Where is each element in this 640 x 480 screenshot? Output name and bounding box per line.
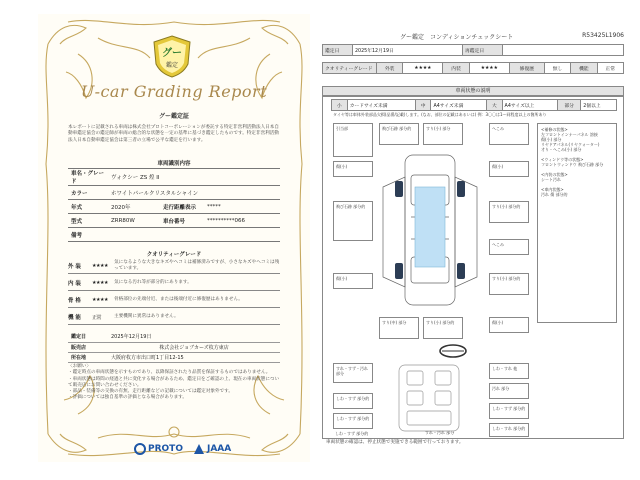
vehicle-value: ヴォクシー ZS 煌 II	[108, 169, 280, 186]
interior-callout	[489, 403, 529, 419]
issue-value: 2025年12月19日	[108, 332, 280, 342]
quality-col-value: ★★★★	[403, 63, 443, 74]
vehicle-label: 車名・グレード	[68, 169, 108, 186]
certificate-subtitle: グー鑑定証	[158, 113, 189, 120]
quality-col-value: 正常	[597, 63, 623, 74]
date-value: 2025年12月19日	[353, 45, 463, 56]
grade-text: 気になるような大きなキズやヘコミは補修済みですが、小さなキズやヘコミは残っています。	[114, 260, 280, 271]
grade-stars: ★★★★	[92, 263, 108, 269]
note-line: ・鑑定時点の車両状態を示すものであり、以降保証されたり品質を保証するものではありません。	[68, 370, 271, 376]
issue-row	[68, 342, 280, 352]
car-exterior-diagram-icon	[375, 147, 485, 317]
interior-callout	[489, 363, 529, 379]
callout-text: 飛び石跡 部分的	[382, 126, 412, 131]
grade-stars: 正常	[92, 314, 102, 321]
grade-stars: ★★★★	[92, 297, 108, 303]
callout-box	[379, 123, 419, 145]
condition-check-sheet	[322, 28, 624, 468]
callout-text: 傷(小)	[336, 164, 348, 169]
note-line: ・部品・装備等の交換の有無、走行距離などの記載については鑑定対象外です。	[68, 389, 233, 395]
size-row	[332, 100, 617, 111]
grade-label: 外 装	[68, 264, 81, 270]
quality-label: クオリティーグレード	[323, 63, 377, 74]
callout-text: へこみ	[492, 242, 504, 247]
quality-col-label: 内装	[443, 63, 469, 74]
interior-callout-text: 汚れ 部分	[492, 386, 510, 391]
steering-wheel-icon	[438, 343, 468, 359]
sheet-footer: 車両状態の確認は、停止状態で実施できる範囲で行っております。	[326, 440, 464, 445]
recheck-value	[503, 45, 624, 56]
interior-callout-text: すれ・汚れ 部分	[425, 430, 455, 435]
quality-col-label: 機能	[571, 63, 597, 74]
vehicle-row	[68, 169, 280, 186]
vehicle-label: 走行距離表示	[160, 200, 204, 214]
grade-label: 骨 格	[68, 298, 81, 304]
date-label: 鑑定日	[323, 45, 353, 56]
svg-text:グー: グー	[162, 48, 182, 59]
vehicle-label: 備考	[68, 228, 108, 242]
grade-text: 主要機関に異常はありません。	[114, 314, 179, 320]
callout-text: へこみ	[492, 126, 504, 131]
size-cell: A4サイズ未満	[431, 100, 487, 111]
vehicle-row	[68, 186, 280, 200]
date-row	[323, 45, 624, 56]
certificate-title: U-car Grading Report	[80, 82, 268, 101]
jaaa-mark-icon	[193, 443, 205, 455]
sheet-code: R53425L1906	[582, 32, 624, 39]
size-cell: 小	[332, 100, 348, 111]
quality-col-value: ★★★★	[469, 63, 509, 74]
size-cell: A4サイズ以上	[502, 100, 558, 111]
vehicle-row	[68, 214, 280, 228]
grade-row-interior	[68, 276, 280, 291]
grade-text: 骨格部位の先端付近、または後端付近に修復歴はありません。	[114, 297, 243, 303]
interior-callout-text: しわ・すず 部分的	[336, 416, 370, 421]
vehicle-value: *****	[204, 200, 280, 214]
callout-box	[333, 201, 373, 241]
callout-box	[489, 317, 529, 333]
callout-text: 引当部	[336, 126, 348, 131]
callout-box	[489, 239, 529, 255]
grade-row-exterior	[68, 259, 280, 274]
grade-row-function	[68, 310, 280, 325]
svg-text:鑑定: 鑑定	[165, 62, 179, 69]
date-table	[322, 44, 624, 56]
size-cell: 2個以上	[581, 100, 617, 111]
interior-callout-text: しわ・すれ 他	[492, 366, 518, 371]
vehicle-value: ホワイトパールクリスタルシャイン	[108, 186, 280, 200]
interior-callout-text: しわ・すず 部分的	[336, 396, 370, 401]
quality-table	[322, 62, 624, 74]
vehicle-label: 年式	[68, 200, 108, 214]
vehicle-diagram	[322, 96, 624, 439]
logos	[134, 440, 254, 458]
callout-box	[423, 317, 463, 339]
sheet-title: グー鑑定 コンディションチェックシート	[400, 34, 514, 41]
quality-col-label: 修復歴	[509, 63, 544, 74]
interior-callout-text: すれ・すず・汚れ 部分	[336, 366, 369, 376]
callout-text: 傷(小)	[336, 276, 348, 281]
proto-logo-text: PROTO	[148, 444, 183, 454]
vehicle-label: カラー	[68, 186, 108, 200]
callout-box	[423, 123, 463, 145]
interior-callout-text: しわ・すず 部分的	[335, 431, 369, 436]
interior-callout-text: しわ・すず 部分的	[492, 406, 526, 411]
callout-box	[489, 201, 529, 223]
car-interior-diagram-icon	[379, 363, 479, 433]
issue-label: 鑑定日	[68, 332, 108, 342]
callout-box	[379, 317, 419, 339]
interior-callout	[333, 413, 373, 429]
callout-text: すり(小) 部分的	[492, 276, 521, 281]
vehicle-label: 車台番号	[160, 214, 204, 228]
vehicle-value: ZRR80W	[108, 214, 160, 228]
issue-table	[68, 332, 280, 363]
size-legend	[331, 99, 617, 111]
quality-col-label: 外装	[377, 63, 403, 74]
issue-label: 所在地	[68, 352, 108, 362]
note-line: ・評価については独自基準の評価となる場合があります。	[68, 395, 187, 401]
issue-row	[68, 332, 280, 342]
jaaa-logo-text: JAAA	[206, 444, 232, 454]
quality-col-value: 無し	[544, 63, 570, 74]
certificate-notes	[68, 364, 280, 402]
remarks-box	[537, 123, 617, 323]
note-line: ・車両状態は時間の経過と共に変化する場合があるため、鑑定日をご確認の上、現在の車両状態について販売店にお問い合わせください。	[68, 376, 280, 388]
vehicle-table	[68, 168, 280, 242]
issue-value: 株式会社ジョブカーズ枚方東店	[108, 342, 280, 352]
issue-value: 大阪府枚方市出口町1丁目12-15	[108, 352, 280, 362]
size-cell: 部分	[558, 100, 581, 111]
note-line: 〈お願い〉	[68, 364, 91, 369]
grade-label: 機 能	[68, 315, 81, 321]
interior-callout	[333, 363, 373, 383]
quality-row	[323, 63, 624, 74]
jaaa-logo	[193, 443, 231, 455]
legend-note: タイヤ等は車体外装部品欠損(品番/記載)します。(なお、部位の記載はあるいは) 例：3〇〇は1～同程度以上の箇所あり	[333, 112, 547, 117]
grading-certificate	[38, 14, 310, 462]
issue-row	[68, 352, 280, 362]
callout-text: すり(小) 部分的	[426, 320, 455, 325]
callout-text: 傷(小)	[492, 320, 504, 325]
grade-label: 内 装	[68, 281, 81, 287]
vehicle-value: **********066	[204, 214, 280, 228]
callout-box	[333, 161, 373, 177]
callout-box	[333, 273, 373, 289]
callout-box	[489, 273, 529, 295]
interior-callout	[333, 433, 373, 438]
callout-text: すり(中) 部分	[382, 320, 407, 325]
callout-box	[489, 123, 529, 145]
vehicle-row	[68, 228, 280, 242]
vehicle-value: 2020年	[108, 200, 160, 214]
quality-section-label: クオリティーグレード	[146, 252, 202, 258]
vehicle-row	[68, 200, 280, 214]
size-cell: 大	[486, 100, 502, 111]
proto-mark-icon	[134, 443, 146, 455]
interior-callout	[489, 383, 529, 399]
interior-callout-text: しわ・すれ 部分的	[492, 426, 526, 431]
callout-text: 飛び石跡 部分的	[336, 204, 366, 209]
recheck-label: 再鑑定日	[463, 45, 503, 56]
grade-row-frame	[68, 293, 280, 308]
vehicle-section-label: 車両識別内容	[157, 161, 191, 167]
remarks-text: <補修の状態> 左フロントインナーパネル 溶接 傷(小) 部分 リヤドアパネル(リヤクォーター) 才り・へこみ(小) 部分 <ウィンドウ等の状態> フロントウィンドウ 飛び石跡 部分 <内装の状態> シート汚れ <車内状態> 汚れ 傷 部分的	[541, 127, 604, 197]
callout-box	[333, 123, 373, 157]
interior-callout	[333, 393, 373, 409]
state-title: 車両状態の説明	[322, 86, 624, 96]
vehicle-value	[108, 228, 280, 242]
certificate-intro: 本レポートに記載される車両は株式会社プロトコーポレーションが委託する特定非営利活動法人日本自動車鑑定協会の鑑定師が車両の総合的な状態を一定の基準に基づき鑑定したものです。特定非営利活動法人日本自動車鑑定協会は第三者の立場で公平な鑑定を行います。	[68, 125, 279, 143]
callout-text: 傷(小)	[492, 164, 504, 169]
size-cell: 中	[415, 100, 431, 111]
vehicle-label: 型式	[68, 214, 108, 228]
proto-logo	[134, 443, 183, 455]
gu-kantei-badge-icon	[150, 34, 194, 78]
callout-text: すり(小) 部分	[426, 126, 451, 131]
grade-text: 気になる汚れ等が部分的にあります。	[114, 280, 192, 286]
interior-callout	[489, 423, 529, 437]
grade-stars: ★★★★	[92, 280, 108, 286]
size-cell: カードサイズ未満	[347, 100, 415, 111]
issue-label: 販売店	[68, 342, 108, 352]
callout-box	[489, 161, 529, 177]
callout-text: すり(小) 部分的	[492, 204, 521, 209]
